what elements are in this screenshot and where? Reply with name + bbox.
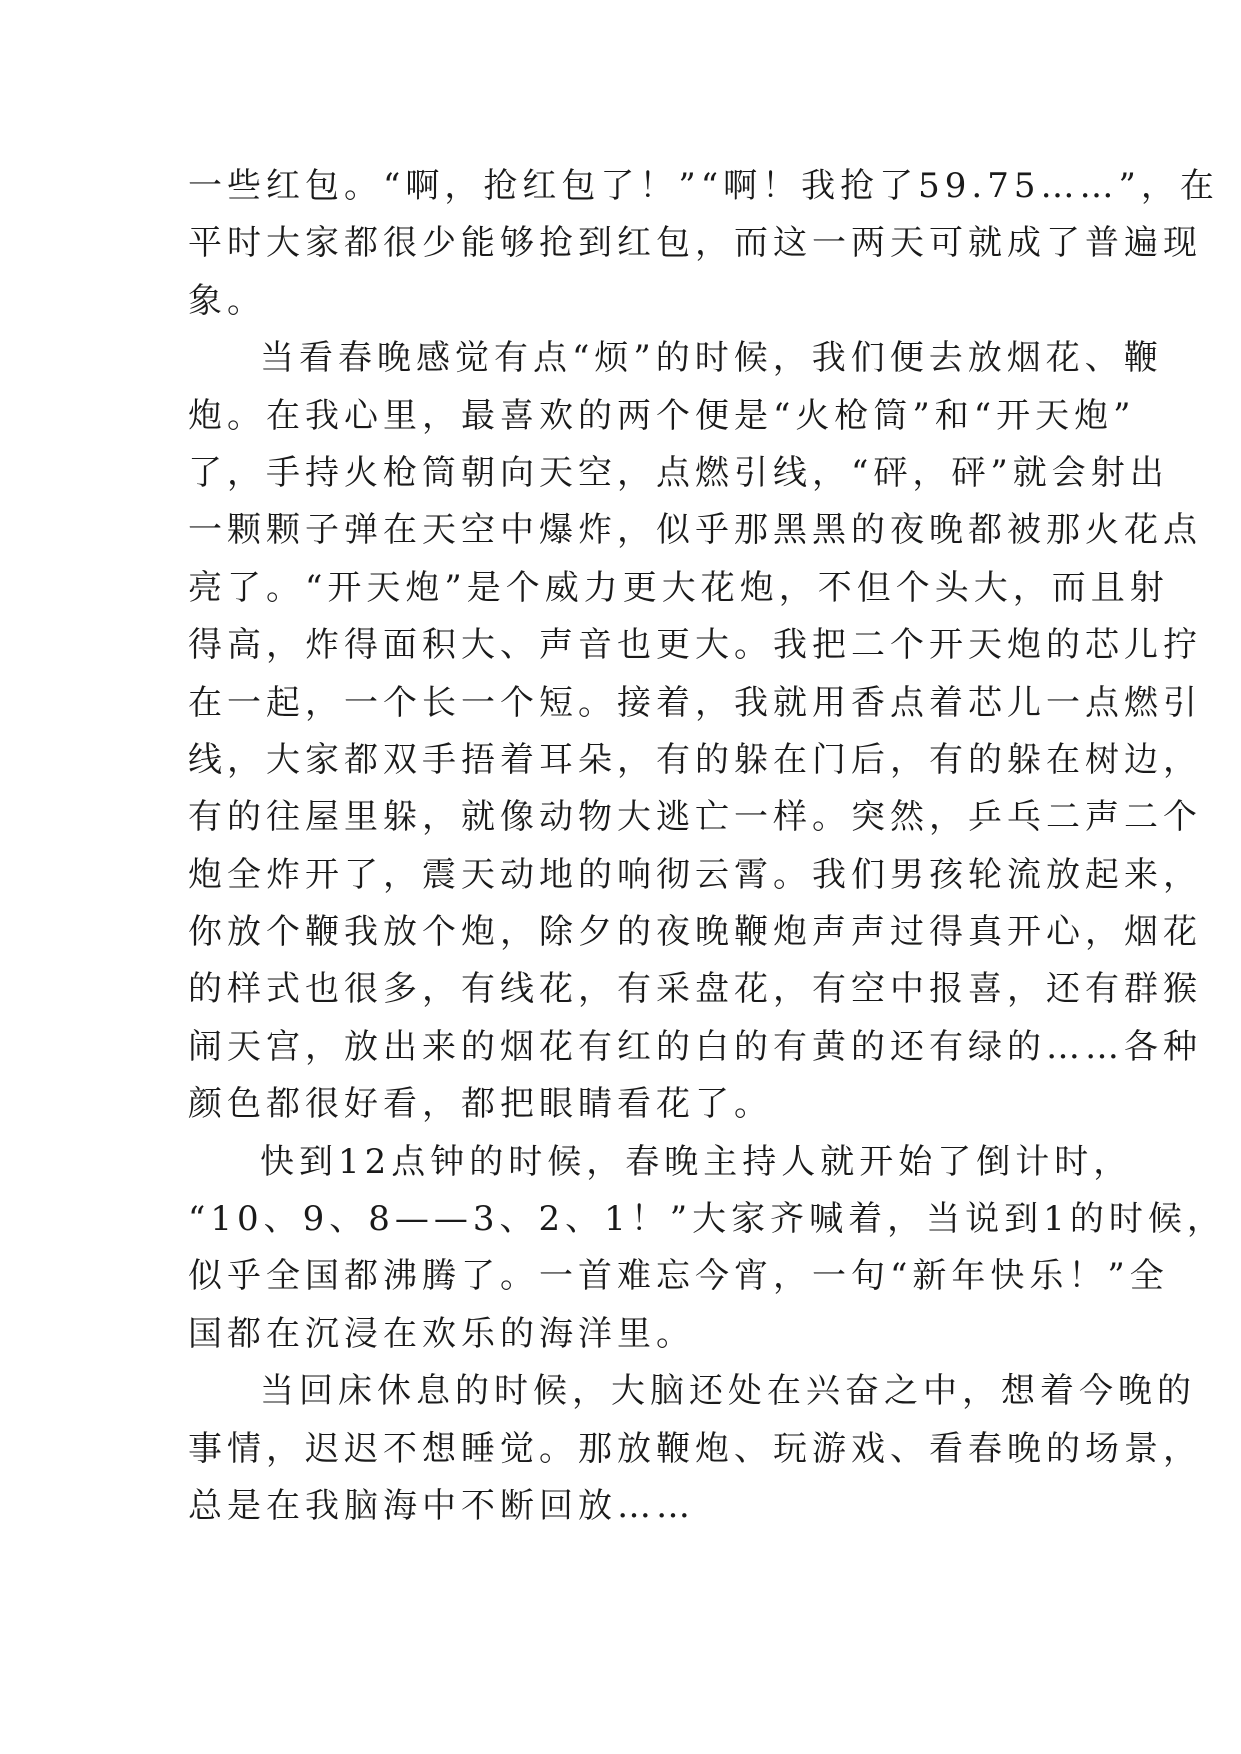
text-line: 总是在我脑海中不断回放…… <box>188 1485 695 1526</box>
text-line: “10、9、8——3、2、1！”大家齐喊着，当说到1的时候， <box>188 1199 1226 1240</box>
paragraph-first-line: 当回床休息的时候，大脑还处在兴奋之中，想着今晚的 <box>260 1371 1196 1412</box>
paragraph-first-line: 快到12点钟的时候，春晚主持人就开始了倒计时， <box>260 1141 1133 1182</box>
text-line: 颜色都很好看，都把眼睛看花了。 <box>188 1084 773 1125</box>
text-line: 炮全炸开了，震天动地的响彻云霄。我们男孩轮流放起来， <box>188 854 1202 895</box>
text-line: 亮了。“开天炮”是个威力更大花炮，不但个头大，而且射 <box>188 567 1169 608</box>
text-line: 平时大家都很少能够抢到红包，而这一两天可就成了普遍现 <box>188 223 1202 264</box>
text-line: 你放个鞭我放个炮，除夕的夜晚鞭炮声声过得真开心，烟花 <box>188 912 1202 953</box>
text-line: 炮。在我心里，最喜欢的两个便是“火枪筒”和“开天炮” <box>188 395 1136 436</box>
text-line: 有的往屋里躲，就像动物大逃亡一样。突然，乒乓二声二个 <box>188 797 1202 838</box>
paragraph-first-line: 当看春晚感觉有点“烦”的时候，我们便去放烟花、鞭 <box>260 338 1163 379</box>
text-line: 象。 <box>188 280 266 321</box>
text-line: 似乎全国都沸腾了。一首难忘今宵，一句“新年快乐！”全 <box>188 1256 1169 1297</box>
article-body <box>188 158 1226 1535</box>
text-line: 闹天宫，放出来的烟花有红的白的有黄的还有绿的……各种 <box>188 1026 1202 1067</box>
text-line: 得高，炸得面积大、声音也更大。我把二个开天炮的芯儿拧 <box>188 625 1202 666</box>
text-line: 国都在沉浸在欢乐的海洋里。 <box>188 1313 695 1354</box>
text-line: 一颗颗子弹在天空中爆炸，似乎那黑黑的夜晚都被那火花点 <box>188 510 1202 551</box>
text-line: 事情，迟迟不想睡觉。那放鞭炮、玩游戏、看春晚的场景， <box>188 1428 1202 1469</box>
text-line: 一些红包。“啊，抢红包了！”“啊！我抢了59.75……”，在 <box>188 166 1219 206</box>
text-line: 线，大家都双手捂着耳朵，有的躲在门后，有的躲在树边， <box>188 739 1202 780</box>
text-line: 的样式也很多，有线花，有采盘花，有空中报喜，还有群猴 <box>188 969 1202 1010</box>
text-line: 了，手持火枪筒朝向天空，点燃引线，“砰，砰”就会射出 <box>188 452 1169 493</box>
text-line: 在一起，一个长一个短。接着，我就用香点着芯儿一点燃引 <box>188 682 1202 723</box>
